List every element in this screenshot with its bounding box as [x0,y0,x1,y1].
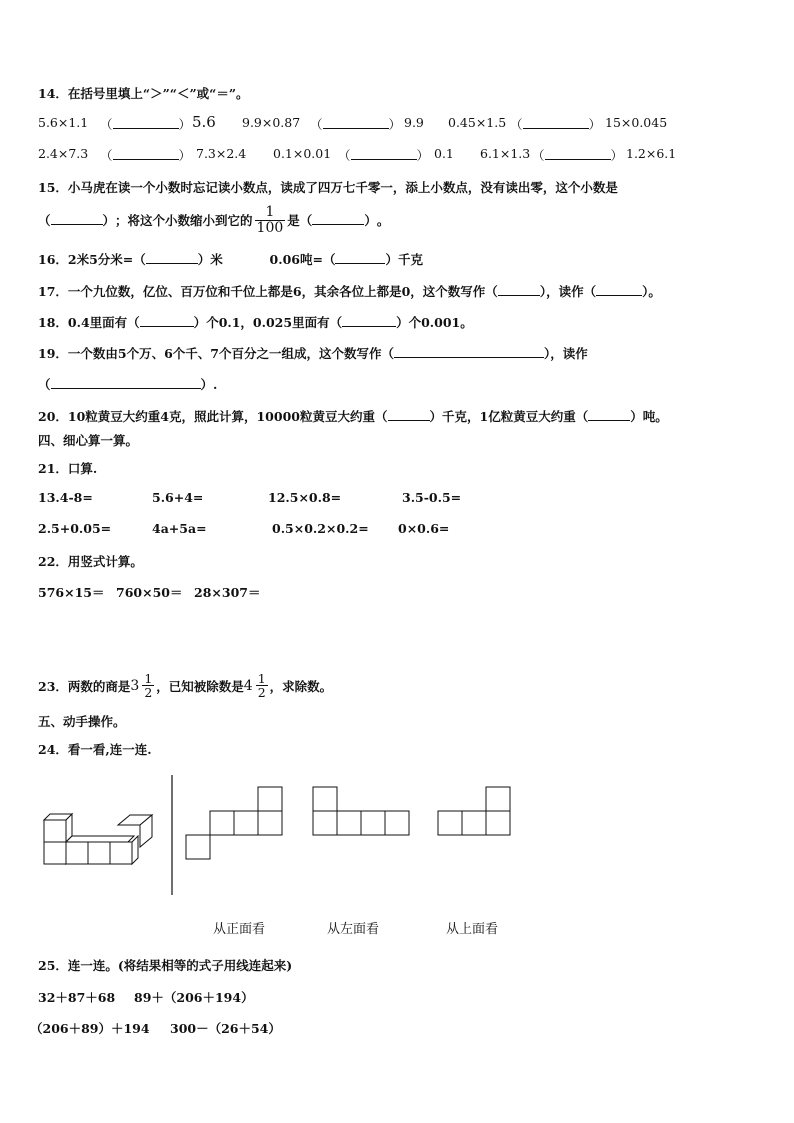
q18-blank2[interactable]: （ ） [329,315,409,330]
q22-title: 22．用竖式计算。 [38,554,143,569]
q14-r1-val3: 15×0.045 [605,115,668,130]
q25-r1-1[interactable]: 32＋87＋68 [38,990,116,1005]
label-left-view: 从左面看 [327,922,380,937]
label-front-view: 从正面看 [213,922,266,937]
q25-r1-2[interactable]: 89＋（206＋194） [134,990,254,1005]
q15-blank2[interactable]: （ ） [299,213,377,229]
q14-r1-blank2[interactable]: （ ） [310,117,402,132]
q23-a: 23．两数的商是 [38,678,131,694]
q23-m1-den: 2 [144,685,153,701]
q23-m1-num: 1 [144,671,153,686]
q21-r2-3: 0.5×0.2×0.2= [272,521,369,536]
q14-r1-val2: 9.9 [404,115,424,130]
q16-a: 16．2米5分米= [38,252,134,267]
q14-r2-blank3[interactable]: （ ） [532,148,624,163]
q20-a-unit: 千克，1亿粒黄豆大约重 [442,409,576,424]
q21-r1-1: 13.4-8= [38,490,93,505]
q21-r1-2: 5.6+4= [152,490,204,505]
q14-r1-blank3[interactable]: （ ） [510,117,602,132]
q19-end: . [213,377,218,392]
q21-r2-4: 0×0.6= [398,521,450,536]
q25-r2-1[interactable]: （206＋89）＋194 [30,1021,150,1036]
view-shape-2 [312,786,414,838]
label-top-view: 从上面看 [446,922,499,937]
q20-blank1[interactable]: （ ） [374,409,443,424]
q19-text: 19．一个数由5个万、6个千、7个百分之一组成，这个数写作 [38,346,382,361]
q14-r1-blank1[interactable]: （ ） [100,117,192,132]
q14-r1-expr2: 9.9×0.87 [242,115,301,130]
view-shape-1 [182,786,284,864]
q24-title: 24．看一看,连一连. [38,742,152,757]
q22-item2: 760×50＝ [116,585,183,600]
q14-r1-expr3: 0.45×1.5 [448,115,507,130]
q14-r2-expr2: 0.1×0.01 [273,146,332,161]
q23-c: ，求除数。 [269,678,333,694]
q19-line2 [38,375,217,393]
q15-line2 [38,205,389,235]
q14-r2-blank1[interactable]: （ ） [100,148,192,163]
q20-b-unit: 吨。 [642,409,668,424]
isometric-cube-figure [38,805,158,865]
q19-line1 [38,344,588,362]
q22-item3: 28×307＝ [194,585,261,600]
q19-blank2[interactable]: （ ） [38,377,214,392]
q21-r2-2: 4a+5a= [152,521,207,536]
q18-blank1[interactable]: （ ） [127,315,207,330]
q16-blank1[interactable]: （ ） [133,252,211,267]
q14-r1-expr1: 5.6×1.1 [38,115,89,130]
q18-a-unit: 个0.1，0.025里面有 [206,315,330,330]
q16-a-unit: 米 [210,252,223,267]
q23-m2-num: 1 [257,671,266,686]
q17-end: 。 [648,284,661,299]
q23-mixed1 [130,672,156,699]
q16-blank2[interactable]: （ ） [322,252,398,267]
q15-line1: 15．小马虎在读一个小数时忘记读小数点，读成了四万七千零一，添上小数点，没有读出零，这个小数是 [38,180,618,195]
q15-frac-num: 1 [255,205,286,221]
q20-blank2[interactable]: （ ） [575,409,643,424]
section4-heading: 四、细心算一算。 [38,433,139,448]
q15-text2a: ；将这个小数缩小到它的 [115,213,253,229]
q22-item1: 576×15＝ [38,585,105,600]
q15-blank1[interactable]: （ ） [38,213,116,229]
q14-r1-val1: 5.6 [192,113,216,131]
q23-m2-den: 2 [257,685,266,701]
q17-blank1[interactable]: （ ） [485,284,547,299]
q16-line [38,250,423,268]
q21-r2-1: 2.5+0.05= [38,521,112,536]
q14-r2-expr1: 2.4×7.3 [38,146,89,161]
q23-m2-whole: 4 [243,677,253,694]
q14-r2-blank2[interactable]: （ ） [338,148,430,163]
vertical-divider [170,775,174,895]
q14-r2-expr3: 6.1×1.3 [480,146,531,161]
q17-blank2[interactable]: （ ） [583,284,649,299]
q20-a: 20．10粒黄豆大约重4克，照此计算，10000粒黄豆大约重 [38,409,375,424]
q20-line [38,407,668,425]
q17-text: 17．一个九位数，亿位、百万位和千位上都是6，其余各位上都是0，这个数写作 [38,284,486,299]
q19-blank1[interactable]: （ ） [381,346,551,361]
section5-heading: 五、动手操作。 [38,714,126,729]
q14-r2-val2: 0.1 [434,146,454,161]
q18-b-unit: 个0.001。 [408,315,473,330]
q23-line [38,672,332,699]
q14-r2-val3: 1.2×6.1 [626,146,677,161]
q17-line [38,282,661,300]
q25-title: 25．连一连。(将结果相等的式子用线连起来) [38,958,293,973]
q14-r2-val1: 7.3×2.4 [196,146,247,161]
q15-text2c: 。 [376,213,390,229]
q18-a: 18．0.4里面有 [38,315,128,330]
q23-b: ，已知被除数是 [156,678,244,694]
q15-text2b: 是 [287,213,300,229]
q25-r2-2[interactable]: 300－（26＋54） [170,1021,281,1036]
q16-b: 0.06吨= [269,252,323,267]
q14-title: 14．在括号里填上“＞”“＜”或“＝”。 [38,86,249,101]
q21-r1-3: 12.5×0.8= [268,490,342,505]
q23-m1-whole: 3 [130,677,140,694]
q16-b-unit: 千克 [397,252,423,267]
q15-fraction [255,205,286,235]
q19-text-b: ，读作 [550,346,588,361]
q18-line [38,313,473,331]
view-shape-3 [436,786,516,838]
q21-r1-4: 3.5-0.5= [402,490,462,505]
q23-mixed2 [244,672,270,699]
q15-frac-den: 100 [256,219,284,236]
q21-title: 21．口算. [38,461,98,476]
q17-mid: ，读作 [546,284,584,299]
